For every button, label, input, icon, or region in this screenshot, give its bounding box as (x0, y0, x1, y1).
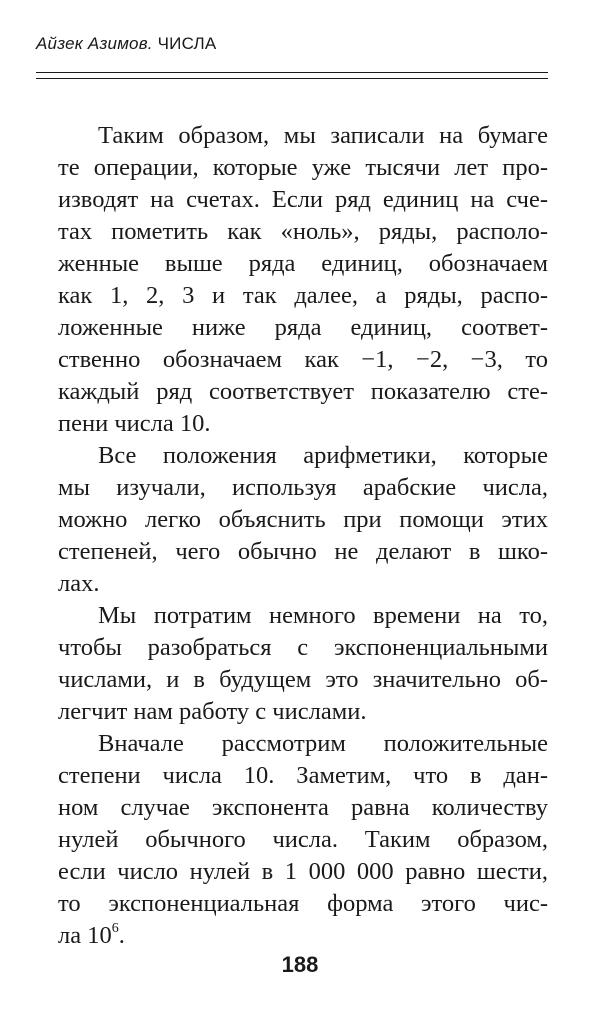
text-line: можно легко объяснить при помощи этих (58, 506, 548, 533)
text-line: пени числа 10. (58, 410, 211, 437)
text-line: Таким образом, мы записали на бумаге (98, 122, 548, 149)
final-tail: . (118, 922, 125, 949)
final-base: ла 10 (58, 922, 112, 949)
paragraph-2 (58, 440, 548, 600)
text-line: каждый ряд соответствует показателю сте- (58, 378, 548, 405)
text-line: если число нулей в 1 000 000 равно шести, (58, 858, 548, 885)
text-line: легчит нам работу с числами. (58, 698, 367, 725)
text-line: ложенные ниже ряда единиц, соответ- (58, 314, 548, 341)
header-rule-bottom (36, 78, 548, 79)
text-line: те операции, которые уже тысячи лет про- (58, 154, 548, 181)
header-rule-top (36, 72, 548, 73)
paragraph-1 (58, 120, 548, 440)
text-line: степеней, чего обычно не делают в шко- (58, 538, 548, 565)
paragraph-3 (58, 600, 548, 728)
text-line: числами, и в будущем это значительно об- (58, 666, 548, 693)
exponent: 6 (111, 920, 119, 936)
text-line: нулей обычного числа. Таким образом, (58, 826, 548, 853)
text-line: то экспоненциальная форма этого чис- (58, 890, 548, 917)
text-line-final (58, 920, 548, 952)
text-line: Вначале рассмотрим положительные (98, 730, 548, 757)
text-line: женные выше ряда единиц, обозначаем (58, 250, 548, 277)
text-line: мы изучали, используя арабские числа, (58, 474, 548, 501)
page-number: 188 (281, 952, 319, 977)
text-line: тах пометить как «ноль», ряды, располо- (58, 218, 548, 245)
text-line: ном случае экспонента равна количеству (58, 794, 548, 821)
text-line: Мы потратим немного времени на то, (98, 602, 548, 629)
text-line: чтобы разобраться с экспоненциальными (58, 634, 548, 661)
text-line: изводят на счетах. Если ряд единиц на сче- (58, 186, 548, 213)
text-line: Все положения арифметики, которые (98, 442, 548, 469)
text-line: степени числа 10. Заметим, что в дан- (58, 762, 548, 789)
paragraph-4 (58, 728, 548, 952)
text-line: ственно обозначаем как −1, −2, −3, то (58, 346, 548, 373)
header-title: ЧИСЛА (157, 34, 217, 53)
running-header (36, 34, 216, 54)
body-text (58, 120, 548, 952)
text-line: лах. (58, 570, 100, 597)
header-author: Айзек Азимов. (36, 34, 153, 53)
text-line: как 1, 2, 3 и так далее, а ряды, распо- (58, 282, 548, 309)
